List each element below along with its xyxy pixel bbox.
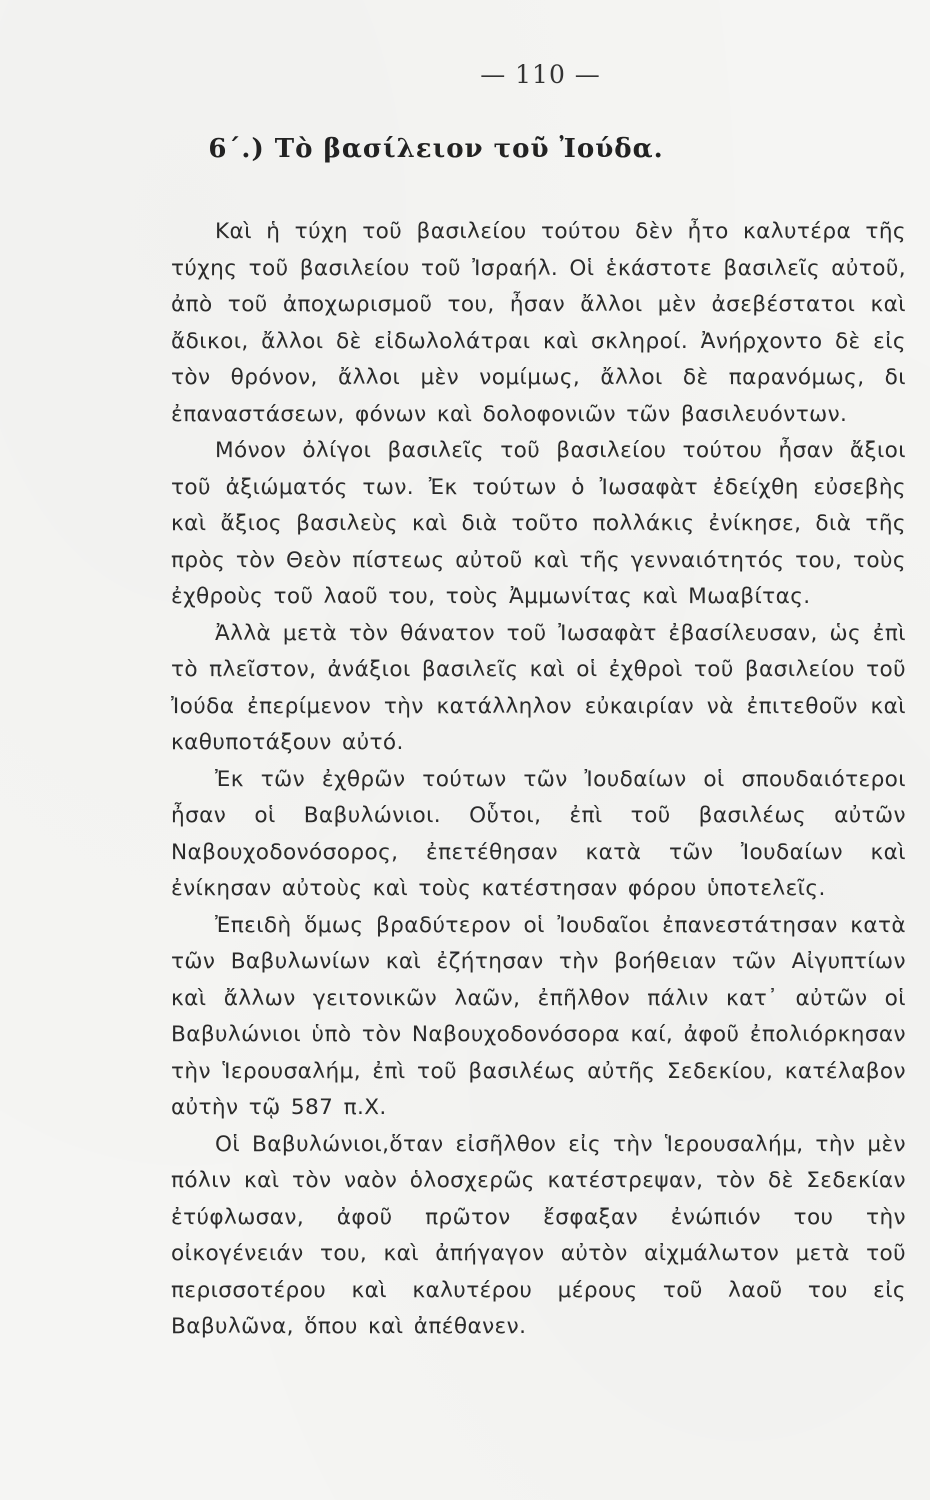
paragraph-1: Καὶ ἡ τύχη τοῦ βασιλείου τούτου δὲν ἦτο καλυτέρα τῆς τύχης τοῦ βασιλείου τοῦ Ἰσραήλ. Οἱ ἑκάστοτε βασιλεῖς αὐτοῦ, ἀπὸ τοῦ ἀποχωρισμοῦ του, ἦσαν ἄλλοι μὲν ἀσεβέστατοι καὶ ἄδικοι, ἄλλοι δὲ εἰδωλολάτραι καὶ σκληροί. Ἀνήρχοντο δὲ εἰς τὸν θρόνον, ἄλλοι μὲν νομίμως, ἄλλοι δὲ παρανόμως, δι ἐπαναστάσεων, φόνων καὶ δολοφονιῶν τῶν βασιλευόντων.: [171, 219, 906, 427]
paragraph-2: Μόνον ὀλίγοι βασιλεῖς τοῦ βασιλείου τούτου ἦσαν ἄξιοι τοῦ ἀξιώματός των. Ἐκ τούτων ὁ Ἰωσαφὰτ ἐδείχθη εὐσεβὴς καὶ ἄξιος βασιλεὺς καὶ διὰ τοῦτο πολλάκις ἐνίκησε, διὰ τῆς πρὸς τὸν Θεὸν πίστεως αὐτοῦ καὶ τῆς γενναιότητός του, τοὺς ἐχθροὺς τοῦ λαοῦ του, τοὺς Ἀμμωνίτας καὶ Μωαβίτας.: [171, 438, 906, 609]
page-number: — 110 —: [480, 60, 601, 89]
paragraph-5: Ἐπειδὴ ὅμως βραδύτερον οἱ Ἰουδαῖοι ἐπανεστάτησαν κατὰ τῶν Βαβυλωνίων καὶ ἐζήτησαν τὴν βοήθειαν τῶν Αἰγυπτίων καὶ ἄλλων γειτονικῶν λαῶν, ἐπῆλθον πάλιν κατ᾽ αὐτῶν οἱ Βαβυλώνιοι ὑπὸ τὸν Ναβουχοδονόσορα καί, ἀφοῦ ἐπολιόρκησαν τὴν Ἱερουσαλήμ, ἐπὶ τοῦ βασιλέως αὐτῆς Σεδεκίου, κατέλαβον αὐτὴν τῷ 587 π.Χ.: [171, 912, 906, 1120]
paragraph-4: Ἐκ τῶν ἐχθρῶν τούτων τῶν Ἰουδαίων οἱ σπουδαιότεροι ἦσαν οἱ Βαβυλώνιοι. Οὗτοι, ἐπὶ τοῦ βασιλέως αὐτῶν Ναβουχοδονόσορος, ἐπετέθησαν κατὰ τῶν Ἰουδαίων καὶ ἐνίκησαν αὐτοὺς καὶ τοὺς κατέστησαν φόρου ὑποτελεῖς.: [171, 766, 906, 901]
paragraph-3: Ἀλλὰ μετὰ τὸν θάνατον τοῦ Ἰωσαφὰτ ἐβασίλευσαν, ὡς ἐπὶ τὸ πλεῖστον, ἀνάξιοι βασιλεῖς καὶ οἱ ἐχθροὶ τοῦ βασιλείου τοῦ Ἰούδα ἐπερίμενον τὴν κατάλληλον εὐκαιρίαν νὰ ἐπιτεθοῦν καὶ καθυποτάξουν αὐτό.: [171, 620, 906, 755]
body-text: [171, 214, 906, 1346]
paragraph-6: Οἱ Βαβυλώνιοι,ὅταν εἰσῆλθον εἰς τὴν Ἱερουσαλήμ, τὴν μὲν πόλιν καὶ τὸν ναὸν ὁλοσχερῶς κατέστρεψαν, τὸν δὲ Σεδεκίαν ἐτύφλωσαν, ἀφοῦ πρῶτον ἔσφαξαν ἐνώπιόν του τὴν οἰκογένειάν του, καὶ ἀπήγαγον αὐτὸν αἰχμάλωτον μετὰ τοῦ περισσοτέρου καὶ καλυτέρου μέρους τοῦ λαοῦ του εἰς Βαβυλῶνα, ὅπου καὶ ἀπέθανεν.: [171, 1131, 906, 1339]
section-title: 6΄.) Τὸ βασίλειον τοῦ Ἰούδα.: [208, 134, 664, 164]
